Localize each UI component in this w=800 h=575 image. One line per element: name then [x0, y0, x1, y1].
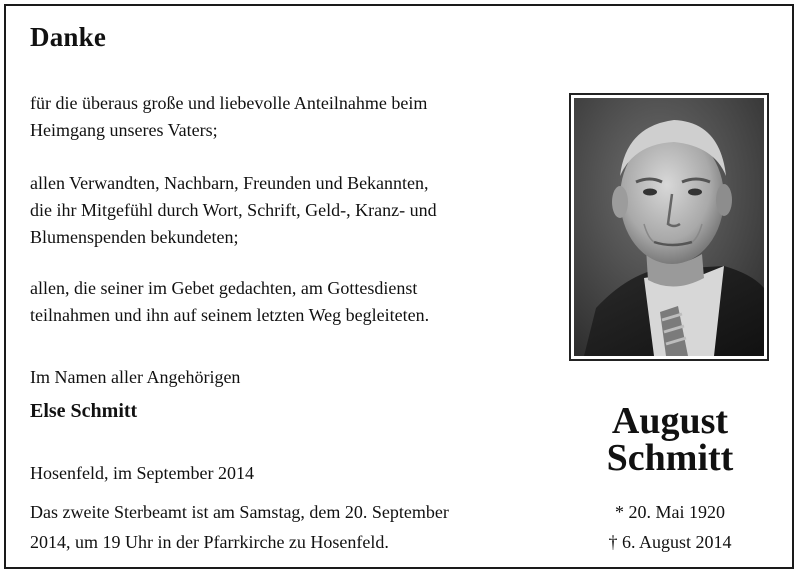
life-dates	[572, 497, 768, 557]
thanks-paragraph-1	[30, 90, 496, 144]
portrait-photo	[569, 93, 769, 361]
heading-danke: Danke	[30, 22, 107, 52]
text-line: für die überaus große und liebevolle Anteilnahme beim	[30, 93, 428, 113]
text-line: Heimgang unseres Vaters;	[30, 120, 218, 140]
text-line: 2014, um 19 Uhr in der Pfarrkirche zu Hosenfeld.	[30, 532, 389, 552]
first-name: August	[611, 400, 729, 442]
text-line: die ihr Mitgefühl durch Wort, Schrift, Geld-, Kranz- und	[30, 200, 437, 220]
signer-name: Else Schmitt	[30, 400, 138, 422]
thanks-paragraph-3	[30, 275, 496, 329]
birth-date: * 20. Mai 1920	[615, 502, 725, 522]
last-name: Schmitt	[606, 437, 734, 479]
text-line: Das zweite Sterbeamt ist am Samstag, dem 20. September	[30, 502, 449, 522]
portrait-photo-icon	[574, 98, 764, 356]
place-date: Hosenfeld, im September 2014	[30, 463, 254, 483]
deceased-name	[572, 400, 768, 479]
text-line: allen Verwandten, Nachbarn, Freunden und Bekannten,	[30, 173, 429, 193]
text-line: teilnahmen und ihn auf seinem letzten Weg begleiteten.	[30, 305, 430, 325]
text-line: Blumenspenden bekundeten;	[30, 227, 239, 247]
death-date: † 6. August 2014	[608, 532, 732, 552]
service-notice	[30, 497, 500, 557]
on-behalf-text: Im Namen aller Angehörigen	[30, 367, 241, 387]
thanks-paragraph-2	[30, 170, 496, 251]
text-line: allen, die seiner im Gebet gedachten, am Gottesdienst	[30, 278, 418, 298]
